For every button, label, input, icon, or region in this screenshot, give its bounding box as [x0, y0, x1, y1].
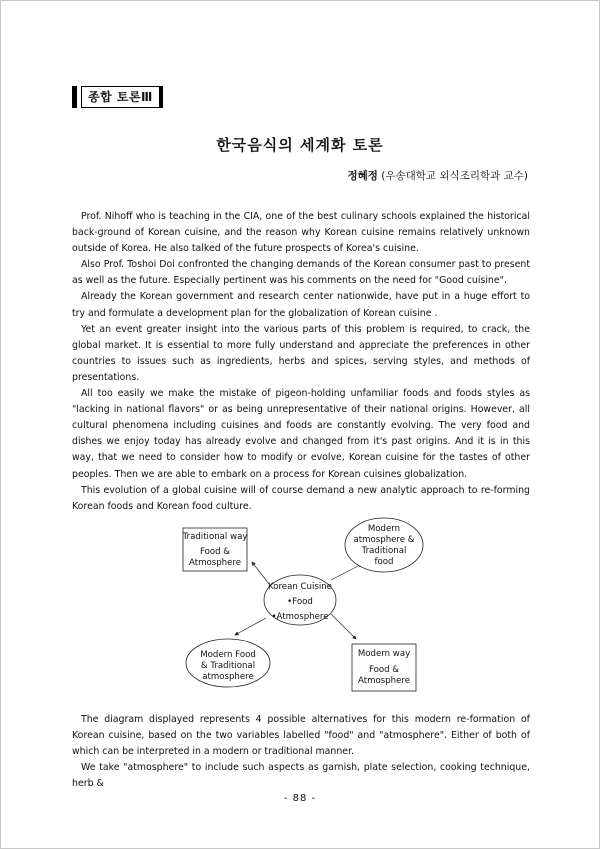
- traditional-line1: Traditional way: [182, 532, 248, 542]
- paragraph: This evolution of a global cuisine will of course demand a new analytic approach to re-forming Korean foods and Korean food culture.: [72, 484, 530, 512]
- author-name: 정혜정: [347, 170, 378, 182]
- modern-food-line3: atmosphere: [202, 672, 254, 682]
- author-affiliation: (우송대학교 외식조리학과 교수): [381, 170, 528, 182]
- modern-atm-line3: Traditional: [361, 546, 407, 556]
- center-line3: •Atmosphere: [271, 612, 329, 622]
- paragraph: All too easily we make the mistake of pigeon-holding unfamiliar foods and foods styles as "lacking in national flavors" or as being unrepresentative of their national origins. However, all cultural phenomena including cuisines and foods are constantly evolving. The very food and dishes we enjoy today has already evolve and changed from it's past origins. And it is in this way, that we need to consider how to modify or evolve, Korean cuisine for the tastes of other peoples. Then we are able to embark on a process for Korean cuisines globalization.: [72, 388, 530, 480]
- body-text-bottom: [72, 712, 530, 792]
- modern-atm-line1: Modern: [367, 524, 401, 534]
- traditional-line2: Food &: [199, 547, 231, 557]
- paragraph: The diagram displayed represents 4 possible alternatives for this modern re-formation of Korean cuisine, based on the two variables labelled "food" and "atmosphere". Either of both of which can be interpreted in a modern or traditional manner.: [72, 714, 530, 758]
- author-line: [347, 168, 528, 183]
- modern-atmosphere-node: [345, 518, 423, 572]
- traditional-line3: Atmosphere: [188, 558, 242, 568]
- section-tag-bar: [72, 86, 77, 108]
- body-text-top: [72, 209, 530, 515]
- section-tag-label: 종합 토론Ⅲ: [81, 86, 163, 108]
- arrow-modern-atmosphere: [331, 564, 362, 580]
- modern-way-node: [352, 644, 416, 691]
- paragraph: Already the Korean government and research center nationwide, have put in a huge effort to try and formulate a development plan for the globalization of Korean cuisine .: [72, 291, 530, 319]
- page-number: - 88 -: [283, 793, 317, 804]
- modern-way-line3: Atmosphere: [357, 676, 411, 686]
- paragraph: We take "atmosphere" to include such aspects as garnish, plate selection, cooking technique, herb &: [72, 762, 530, 790]
- paragraph: Yet an event greater insight into the various parts of this problem is required, to crack, the global market. It is essential to more fully understand and appreciate the preferences in other countries to issues such as ingredients, herbs and spices, serving styles, and methods of presentations.: [72, 323, 530, 383]
- arrow-modern-food: [235, 618, 266, 635]
- page-title: 한국음식의 세계화 토론: [216, 136, 384, 154]
- cuisine-diagram: [176, 514, 426, 694]
- modern-atm-line4: food: [374, 557, 394, 567]
- modern-food-node: [186, 639, 270, 687]
- paragraph: Prof. Nihoff who is teaching in the CIA, one of the best culinary schools explained the historical back-ground of Korean cuisine, and the reason why Korean cuisine remains relatively unknown outside of Korea. He also talked of the future prospects of Korea's cuisine.: [72, 211, 530, 255]
- modern-food-line2: & Traditional: [200, 661, 256, 671]
- modern-way-line1: Modern way: [357, 649, 411, 659]
- paragraph: Also Prof. Toshoi Doi confronted the changing demands of the Korean consumer past to present as well as the future. Especially pertinent was his comments on the need for "Good cuisine".: [72, 259, 530, 287]
- arrow-traditional: [252, 562, 269, 584]
- center-line1: Korean Cuisine: [268, 582, 332, 592]
- section-tag: [72, 86, 163, 108]
- modern-food-line1: Modern Food: [200, 650, 256, 660]
- traditional-way-node: [182, 528, 248, 571]
- modern-way-line2: Food &: [368, 665, 400, 675]
- arrow-modern-way: [331, 614, 356, 639]
- center-line2: •Food: [287, 597, 313, 607]
- modern-atm-line2: atmosphere &: [353, 535, 415, 545]
- center-node: [264, 575, 336, 625]
